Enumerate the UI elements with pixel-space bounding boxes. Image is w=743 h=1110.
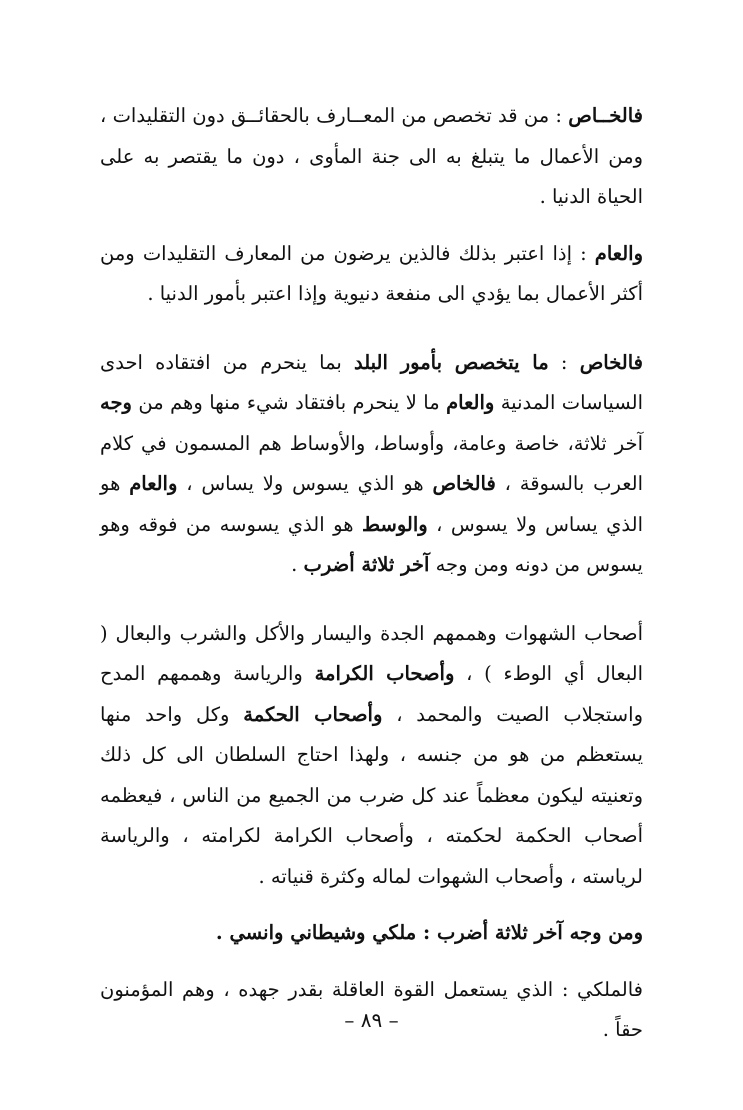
- bold-text-run: آخر ثلاثة أضرب: [303, 553, 430, 576]
- text-run: هو الذي يسوسه من فوقه وهو يسوس من دونه ومن وجه: [100, 512, 643, 576]
- text-run: والرياسة وهممهم المدح واستجلاب الصيت والمحمد ،: [100, 662, 643, 726]
- text-run: :: [548, 350, 580, 374]
- text-run: أصحاب الشهوات وهممهم الجدة واليسار والأكل والشرب والبعال ( البعال أي الوطء ) ،: [100, 621, 643, 685]
- bold-text-run: فالخاص: [432, 472, 496, 495]
- bold-text-run: والعام: [129, 472, 178, 495]
- text-run: فالملكي: [577, 977, 643, 1001]
- text-run: هو الذي يسوس ولا يساس ،: [177, 472, 433, 495]
- text-run: .: [291, 553, 304, 576]
- text-run: وكل واحد منها يستعظم من هو من جنسه ، ولهذا احتاج السلطان الى كل ذلك وتعنيته ليكون معظماً عند كل ضرب من الجميع من الناس ، فيعظمه أصحاب الحكمة لحكمته ، وأصحاب الكرامة لكرامته ، والرياسة لرياسته ، وأصحاب الشهوات لماله وكثرة قنياته .: [100, 702, 643, 888]
- text-run: هو الذي يساس ولا يسوس ،: [100, 472, 643, 536]
- page-number: – ٨٩ –: [344, 1008, 399, 1032]
- bold-text-run: ومن وجه آخر ثلاثة أضرب : ملكي وشيطاني وانسي .: [215, 921, 643, 944]
- text-run: ما لا ينحرم بافتقاد شيء منها وهم من: [131, 391, 447, 414]
- text-run: : الذي يستعمل القوة العاقلة بقدر جهده ، وهم المؤمنون حقاً .: [100, 977, 643, 1041]
- bold-text-run: وأصحاب الكرامة: [314, 662, 455, 685]
- paragraph-4: [100, 614, 643, 898]
- text-run: : من قد تخصص من المعــارف بالحقائــق دون التقليدات ، ومن الأعمال ما يتبلغ به الى جنة المأوى ، دون ما يقتصر به على الحياة الدنيا .: [100, 104, 643, 208]
- bold-text-run: والعام: [446, 391, 495, 414]
- text-run: بما ينحرم من افتقاده احدى السياسات المدنية: [100, 350, 644, 414]
- bold-text-run: وجه: [100, 391, 132, 414]
- paragraph-2: [100, 234, 643, 315]
- paragraph-5: [100, 913, 643, 954]
- text-run: : إذا اعتبر بذلك فالذين يرضون من المعارف التقليدات ومن أكثر الأعمال بما يؤدي الى منفعة دنيوية وإذا اعتبر بأمور الدنيا .: [100, 241, 643, 305]
- paragraph-3: [100, 343, 643, 586]
- paragraph-1: [100, 96, 643, 218]
- bold-text-run: فالخــاص: [568, 104, 643, 127]
- bold-text-run: والوسط: [361, 512, 428, 536]
- bold-text-run: والعام: [594, 241, 643, 265]
- text-run: آخر ثلاثة، خاصة وعامة، وأوساط، والأوساط هم المسمون في كلام العرب بالسوقة ،: [100, 431, 643, 495]
- bold-text-run: ما يتخصص بأمور البلد: [353, 350, 549, 374]
- bold-text-run: وأصحاب الحكمة: [243, 702, 383, 726]
- bold-text-run: فالخاص: [579, 350, 643, 374]
